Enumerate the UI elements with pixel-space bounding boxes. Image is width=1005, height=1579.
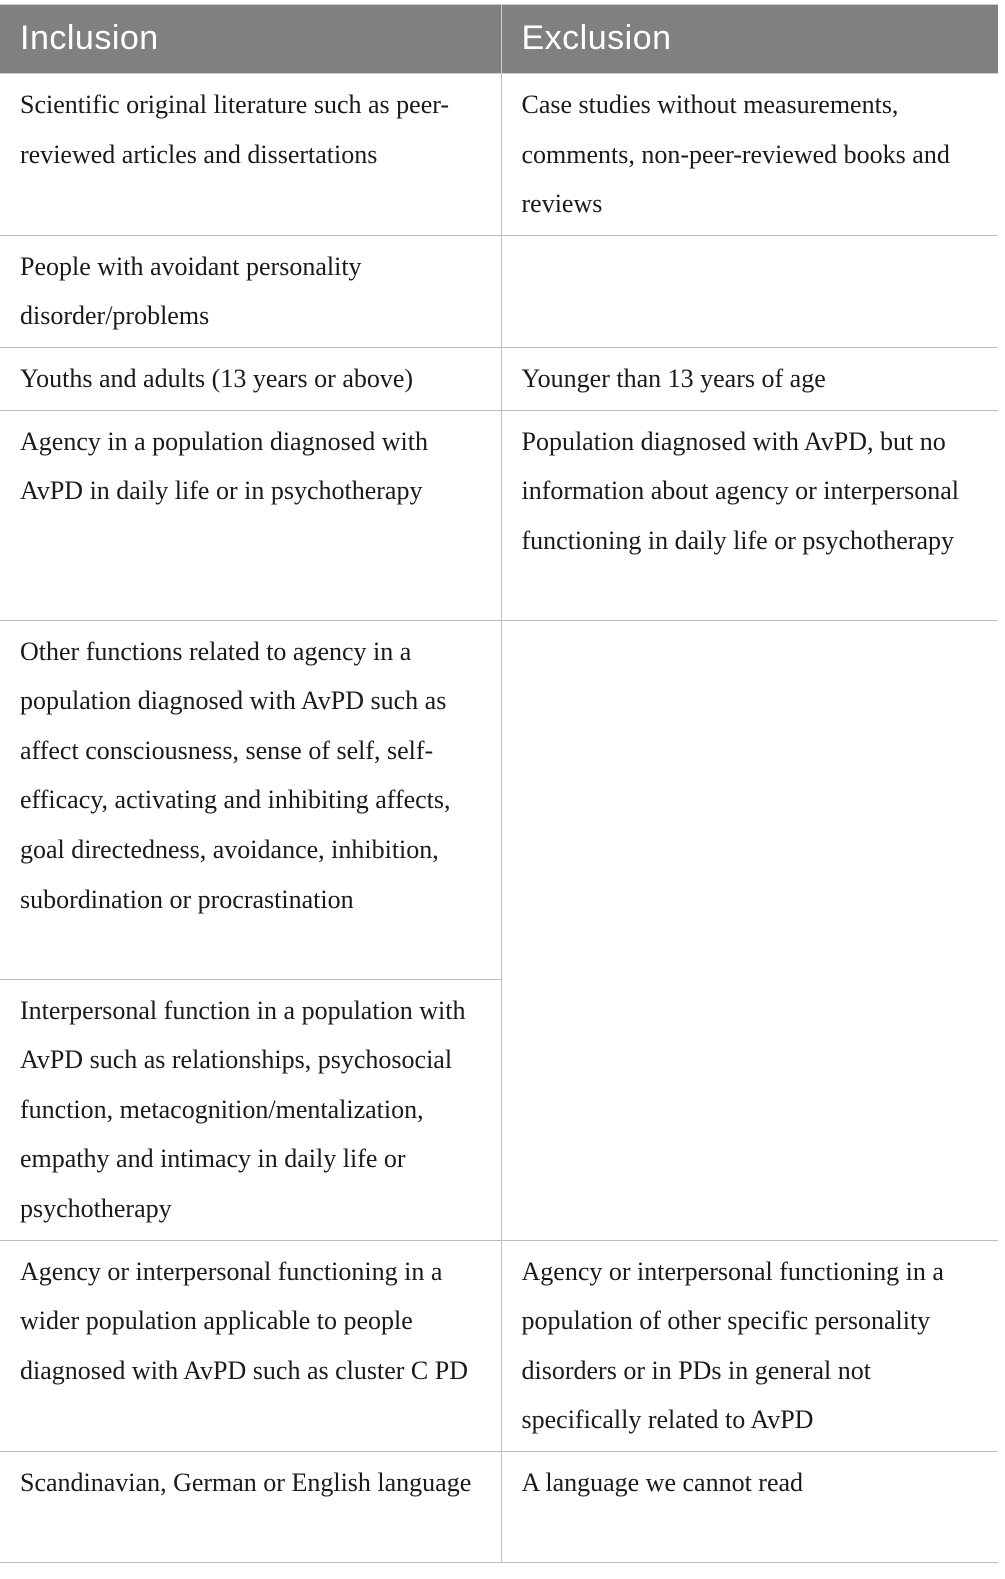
exclusion-cell: Population diagnosed with AvPD, but no information about agency or interpersonal functioning in daily life or psychotherapy <box>501 410 998 620</box>
inclusion-cell: Interpersonal function in a population with AvPD such as relationships, psychosocial function, metacognition/mentalization, empathy and intimacy in daily life or psychotherapy <box>0 979 501 1240</box>
table-row <box>0 410 998 620</box>
exclusion-cell: Younger than 13 years of age <box>501 347 998 410</box>
table-row <box>0 347 998 410</box>
inclusion-cell: Agency in a population diagnosed with AvPD in daily life or in psychotherapy <box>0 410 501 620</box>
inclusion-cell: Agency or interpersonal functioning in a wider population applicable to people diagnosed with AvPD such as cluster C PD <box>0 1240 501 1451</box>
exclusion-cell: Case studies without measurements, comments, non-peer-reviewed books and reviews <box>501 74 998 236</box>
inclusion-cell: Scandinavian, German or English language <box>0 1451 501 1562</box>
table-row <box>0 235 998 347</box>
criteria-table <box>0 4 998 1563</box>
header-inclusion: Inclusion <box>0 5 501 74</box>
exclusion-cell: Agency or interpersonal functioning in a population of other specific personality disorders or in PDs in general not specifically related to AvPD <box>501 1240 998 1451</box>
inclusion-cell: People with avoidant personality disorder/problems <box>0 235 501 347</box>
table-row <box>0 1240 998 1451</box>
inclusion-cell: Scientific original literature such as peer-reviewed articles and dissertations <box>0 74 501 236</box>
exclusion-cell <box>501 235 998 347</box>
table-row <box>0 74 998 236</box>
header-exclusion: Exclusion <box>501 5 998 74</box>
table-row <box>0 1451 998 1562</box>
inclusion-cell: Youths and adults (13 years or above) <box>0 347 501 410</box>
exclusion-cell: A language we cannot read <box>501 1451 998 1562</box>
table-row <box>0 620 998 979</box>
header-row <box>0 5 998 74</box>
exclusion-cell <box>501 620 998 1240</box>
inclusion-cell: Other functions related to agency in a population diagnosed with AvPD such as affect consciousness, sense of self, self-efficacy, activating and inhibiting affects, goal directedness, avoidance, inhibition, subordination or procrastination <box>0 620 501 979</box>
